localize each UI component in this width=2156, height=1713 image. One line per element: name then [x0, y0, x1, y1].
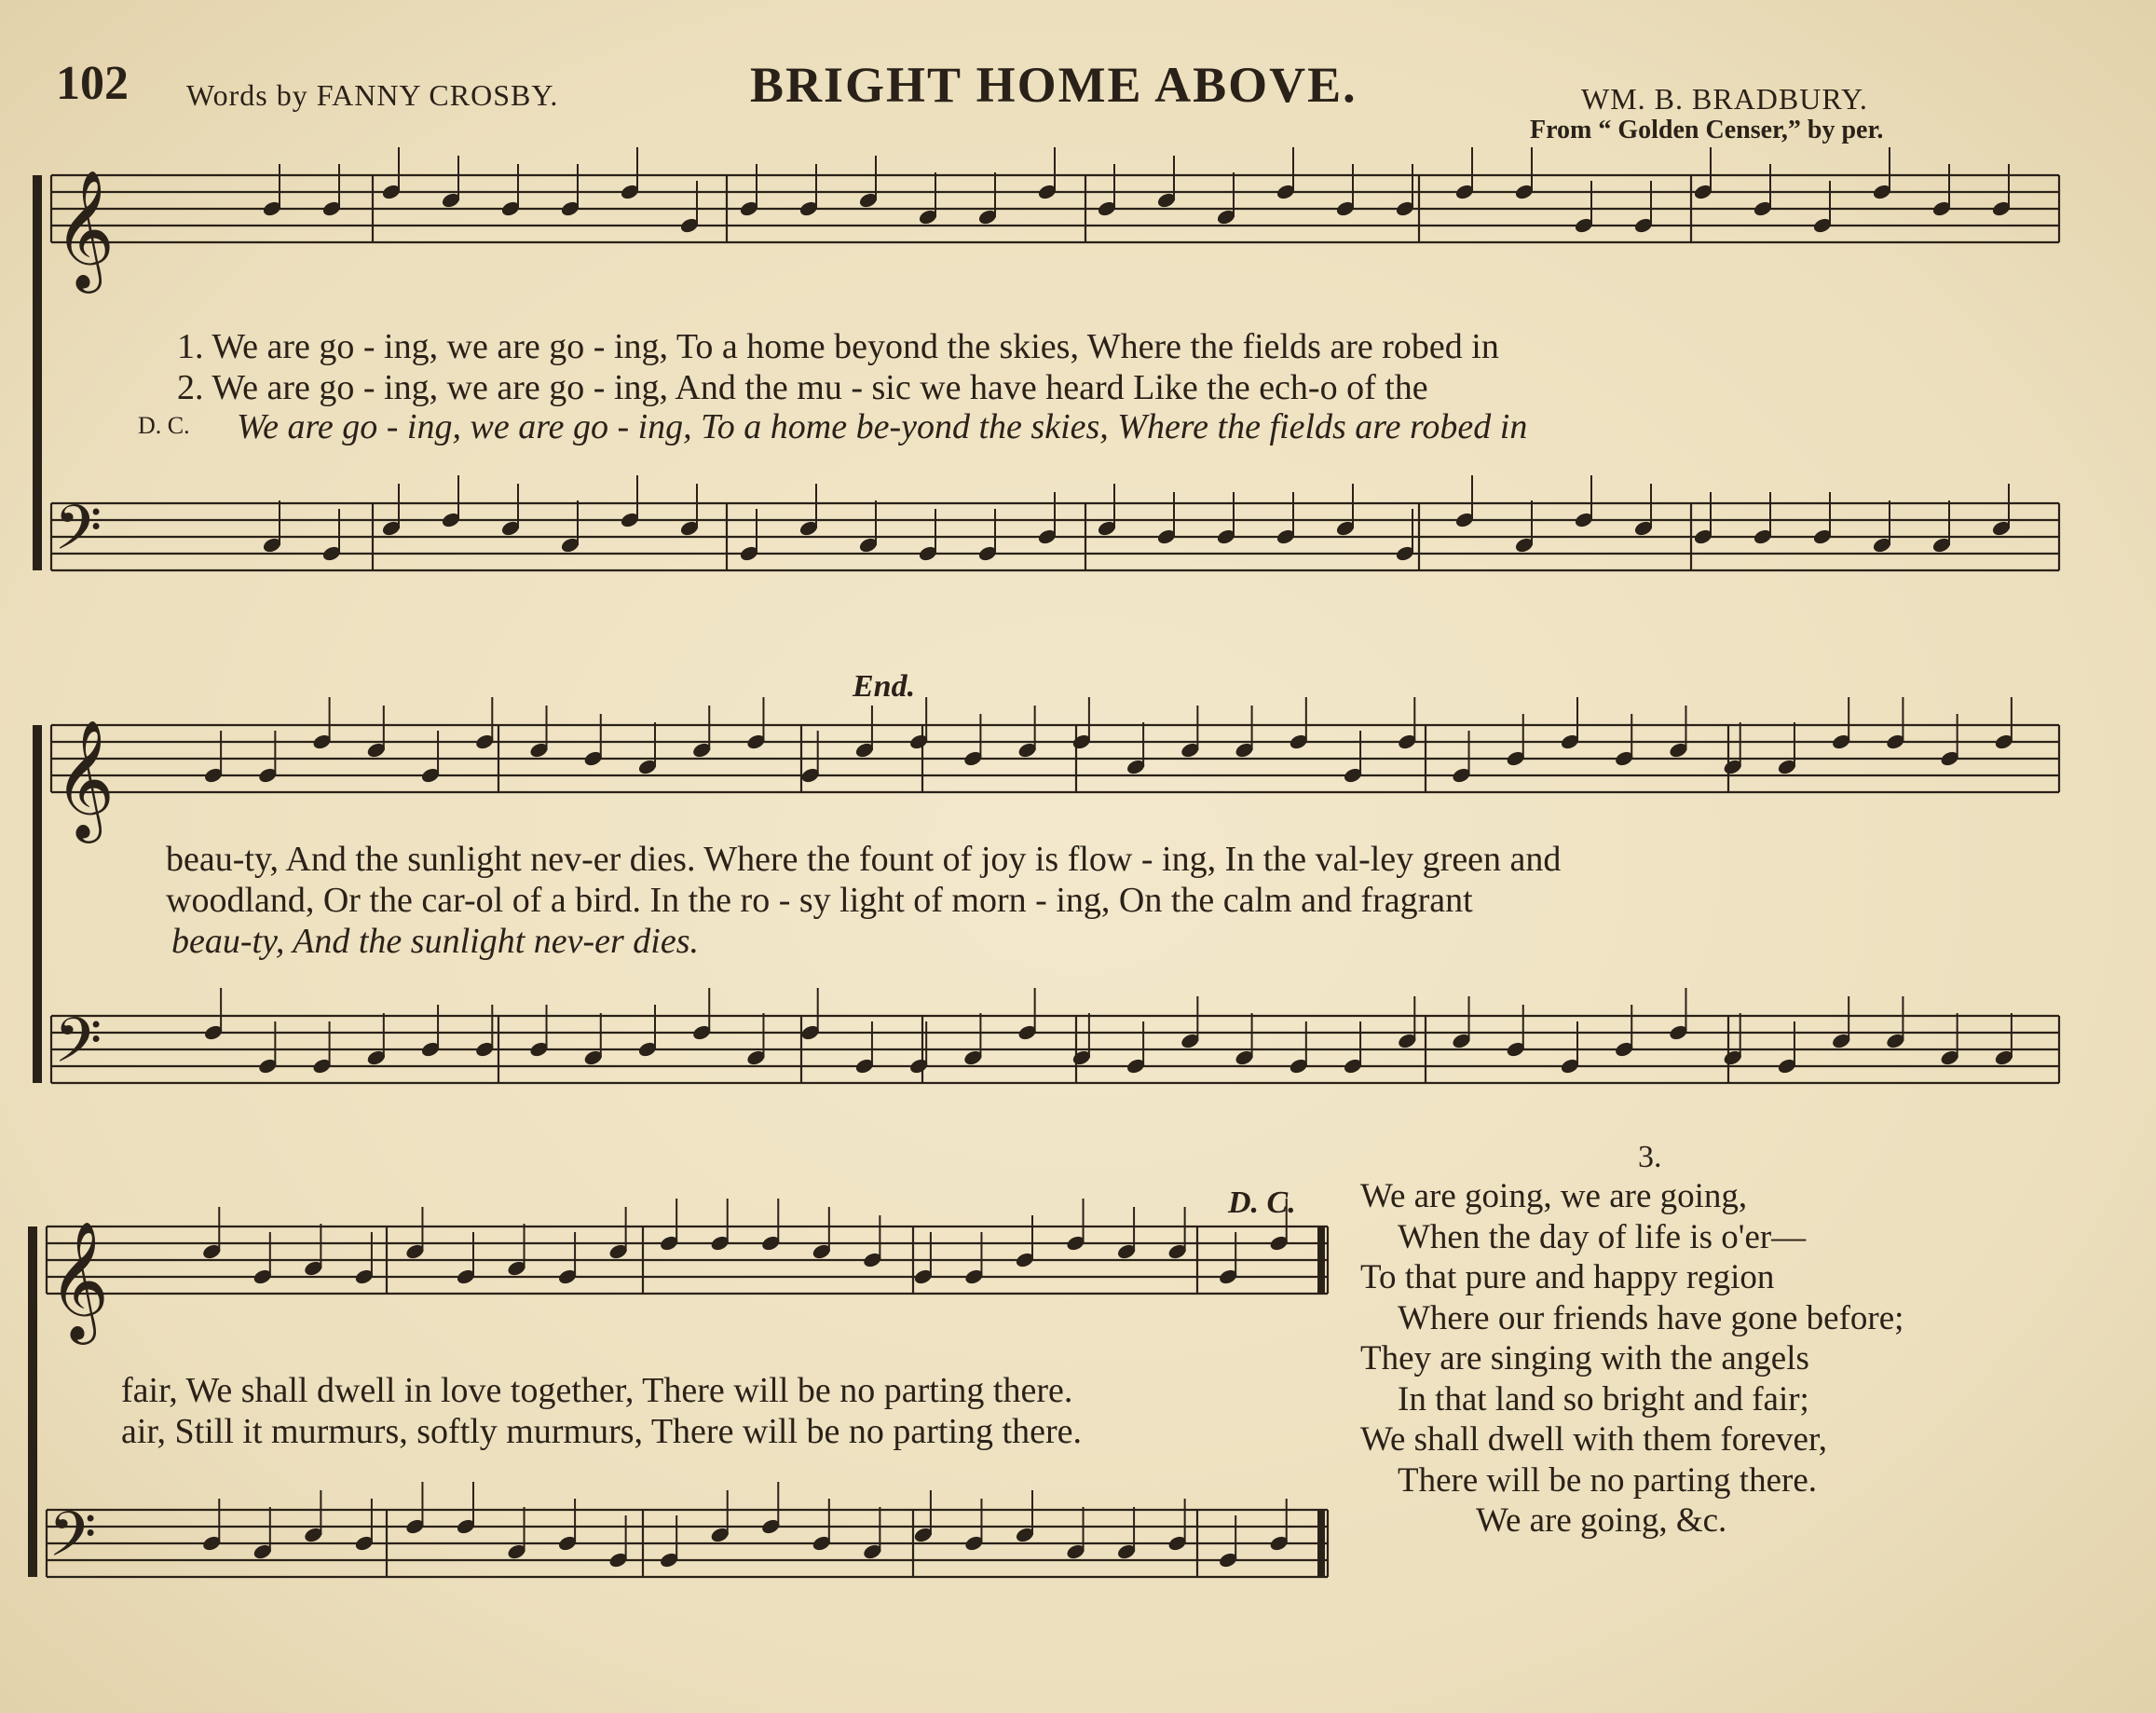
- system2-verse1: beau-ty, And the sunlight nev-er dies. Where the fount of joy is flow - ing, In the val-ley green and: [166, 840, 1562, 879]
- system2-verse2: woodland, Or the car-ol of a bird. In the ro - sy light of morn - ing, On the calm and fragrant: [166, 881, 1473, 920]
- dc-mark: D. C.: [1228, 1185, 1296, 1220]
- dc-prefix: D. C.: [138, 412, 190, 439]
- verse-3-line: We are going, &c.: [1476, 1501, 1727, 1540]
- hymn-title: BRIGHT HOME ABOVE.: [750, 57, 1358, 113]
- bass-clef-icon: 𝄢: [48, 1499, 97, 1585]
- system1-verse1: 1. We are go - ing, we are go - ing, To a home beyond the skies, Where the fields are robed in: [177, 327, 1499, 366]
- system2-dc-line: beau-ty, And the sunlight nev-er dies.: [171, 922, 700, 961]
- verse-3-line: To that pure and happy region: [1360, 1258, 1775, 1296]
- verse-3-line: In that land so bright and fair;: [1398, 1379, 1809, 1418]
- verse-3-line: There will be no parting there.: [1398, 1460, 1817, 1500]
- bass-clef-icon: 𝄢: [54, 492, 102, 579]
- bass-clef-icon: 𝄢: [54, 1005, 102, 1091]
- verse-3-line: They are singing with the angels: [1360, 1339, 1809, 1377]
- treble-clef-icon: 𝄞: [54, 169, 116, 288]
- page-number: 102: [56, 57, 129, 110]
- system3-verse1: fair, We shall dwell in love together, There will be no parting there.: [121, 1371, 1073, 1410]
- verse-3-line: Where our friends have gone before;: [1398, 1298, 1904, 1337]
- verse-3-line: We shall dwell with them forever,: [1360, 1420, 1828, 1459]
- treble-clef-icon: 𝄞: [54, 719, 116, 838]
- composer-credit: WM. B. BRADBURY.: [1581, 82, 1868, 116]
- end-mark: End.: [853, 669, 916, 704]
- verse-3-line: We are going, we are going,: [1360, 1177, 1748, 1215]
- treble-clef-icon: 𝄞: [48, 1220, 110, 1339]
- verse-3-block: [1360, 1140, 1904, 1542]
- verse-3-line: When the day of life is o'er—: [1398, 1217, 1807, 1256]
- words-credit: Words by FANNY CROSBY.: [186, 78, 559, 112]
- system1-verse2: 2. We are go - ing, we are go - ing, And the mu - sic we have heard Like the ech-o of the: [177, 368, 1428, 407]
- verse-3-number: 3.: [1638, 1140, 1662, 1174]
- system1-dc-line: We are go - ing, we are go - ing, To a home be-yond the skies, Where the fields are robed in: [237, 407, 1528, 446]
- source-credit: From “ Golden Censer,” by per.: [1530, 116, 1884, 144]
- system3-verse2: air, Still it murmurs, softly murmurs, There will be no parting there.: [121, 1412, 1082, 1451]
